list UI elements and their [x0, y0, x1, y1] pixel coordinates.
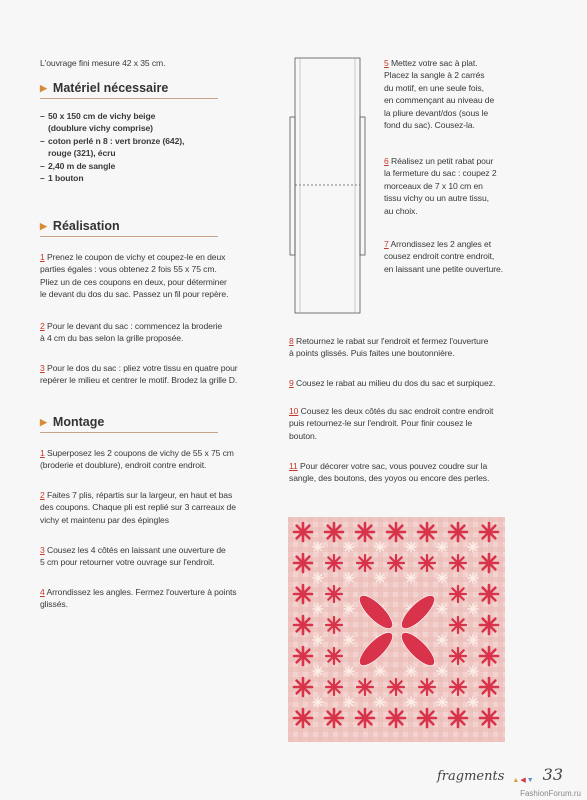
step-6: 6 Réalisez un petit rabat pour la fermeture du sac : coupez 2 morceaux de 7 x 10 cm en tissu vichy ou un autre tissu, au choix.: [384, 156, 497, 216]
star-stitch: [406, 697, 416, 707]
star-stitch: [344, 697, 354, 707]
step-7: 7 Arrondissez les 2 angles et cousez endroit contre endroit, en laissant une petite ouverture.: [384, 239, 504, 274]
materials-list: [40, 110, 260, 184]
star-stitch: [313, 666, 323, 676]
star-stitch: [344, 604, 354, 614]
strap-right: [360, 117, 365, 255]
montage-step-1: 1 Superposez les 2 coupons de vichy de 55 x 75 cm (broderie et doublure), endroit contre endroit.: [40, 448, 234, 471]
star-stitch: [313, 697, 323, 707]
star-stitch: [419, 679, 435, 695]
star-stitch: [449, 523, 467, 541]
heading-text: Matériel nécessaire: [52, 81, 169, 95]
star-stitch: [480, 678, 498, 696]
heading-text: Réalisation: [52, 219, 120, 233]
star-stitch: [313, 542, 323, 552]
star-stitch: [294, 523, 312, 541]
star-stitch: [356, 709, 374, 727]
star-stitch: [406, 573, 416, 583]
star-stitch: [344, 635, 354, 645]
star-stitch: [313, 635, 323, 645]
montage-step-4: 4 Arrondissez les angles. Fermez l'ouverture à points glissés.: [40, 587, 237, 610]
star-stitch: [450, 648, 466, 664]
star-stitch: [468, 666, 478, 676]
star-stitch: [437, 697, 447, 707]
star-stitch: [326, 648, 342, 664]
star-stitch: [406, 666, 416, 676]
star-stitch: [468, 697, 478, 707]
star-stitch: [313, 573, 323, 583]
star-stitch: [294, 616, 312, 634]
star-stitch: [468, 635, 478, 645]
realisation-step-2: 2 Pour le devant du sac : commencez la broderie à 4 cm du bas selon la grille proposée.: [40, 321, 223, 344]
star-stitch: [437, 573, 447, 583]
star-stitch: [480, 554, 498, 572]
star-stitch: [468, 604, 478, 614]
star-stitch: [357, 679, 373, 695]
step-8: 8 Retournez le rabat sur l'endroit et fermez l'ouverture à points glissés. Puis faites une boutonnière.: [289, 336, 489, 359]
realisation-step-1: 1 Prenez le coupon de vichy et coupez-le en deux parties égales : vous obtenez 2 fois 55 x 75 cm. Pliez un de ces coupons en deux, pour déterminer le devant du dos du sac. Passez un fil pour repère.: [40, 252, 229, 300]
heading-materiel: [40, 81, 168, 95]
star-stitch: [437, 635, 447, 645]
strap-left: [290, 117, 295, 255]
watermark: FashionForum.ru: [520, 789, 581, 798]
star-stitch: [325, 709, 343, 727]
star-stitch: [387, 709, 405, 727]
star-stitch: [375, 573, 385, 583]
star-stitch: [388, 679, 404, 695]
star-stitch: [437, 542, 447, 552]
star-stitch: [450, 679, 466, 695]
list-item: – coton perlé n 8 : vert bronze (642),: [40, 135, 185, 146]
embroidery-photo: [288, 517, 505, 742]
step-10: 10 Cousez les deux côtés du sac endroit contre endroit puis retournez-le sur l'endroit. Pour finir cousez le bouton.: [289, 406, 494, 441]
star-stitch: [294, 585, 312, 603]
star-stitch: [294, 647, 312, 665]
star-stitch: [468, 542, 478, 552]
heading-rule: [40, 98, 218, 99]
star-stitch: [294, 554, 312, 572]
heading-montage: [40, 415, 104, 429]
step-11: 11 Pour décorer votre sac, vous pouvez coudre sur la sangle, des boutons, des yoyos ou encore des perles.: [289, 461, 490, 484]
star-stitch: [449, 709, 467, 727]
heading-rule: [40, 432, 218, 433]
star-stitch: [313, 604, 323, 614]
star-stitch: [294, 709, 312, 727]
montage-step-3: 3 Cousez les 4 côtés en laissant une ouverture de 5 cm pour retourner votre ouvrage sur l'endroit.: [40, 545, 226, 568]
heading-rule: [40, 236, 218, 237]
bag-outline: [295, 58, 360, 313]
star-stitch: [418, 523, 436, 541]
list-item: – 50 x 150 cm de vichy beige: [40, 111, 156, 121]
star-stitch: [437, 604, 447, 614]
star-stitch: [375, 666, 385, 676]
list-item: – 2,40 m de sangle: [40, 160, 116, 171]
star-stitch: [388, 555, 404, 571]
star-stitch: [326, 586, 342, 602]
star-stitch: [450, 617, 466, 633]
star-stitch: [344, 573, 354, 583]
triangle-bullet-icon: ▶: [40, 220, 47, 231]
triangles-icon: ▲◀▼: [512, 777, 535, 784]
star-stitch: [480, 616, 498, 634]
star-stitch: [387, 523, 405, 541]
heading-realisation: [40, 219, 120, 233]
page-footer: [437, 765, 563, 784]
star-stitch: [357, 555, 373, 571]
star-stitch: [325, 523, 343, 541]
bag-diagram: [287, 55, 371, 317]
star-stitch: [480, 647, 498, 665]
star-stitch: [356, 523, 374, 541]
step-5: 5 Mettez votre sac à plat. Placez la sangle à 2 carrés du motif, en une seule fois, en commençant au niveau de la pliure devant/dos (sous le fond du sac). Cousez-la.: [384, 58, 495, 131]
star-stitch: [326, 617, 342, 633]
star-stitch: [344, 666, 354, 676]
star-stitch: [419, 555, 435, 571]
triangle-bullet-icon: ▶: [40, 416, 47, 427]
list-item: rouge (321), écru: [48, 148, 116, 159]
star-stitch: [480, 585, 498, 603]
star-stitch: [450, 555, 466, 571]
list-item: (doublure vichy comprise): [48, 123, 153, 134]
star-stitch: [344, 542, 354, 552]
star-stitch: [468, 573, 478, 583]
star-stitch: [480, 709, 498, 727]
star-stitch: [480, 523, 498, 541]
star-stitch: [437, 666, 447, 676]
star-stitch: [375, 697, 385, 707]
triangle-bullet-icon: ▶: [40, 82, 47, 93]
star-stitch: [326, 555, 342, 571]
star-stitch: [406, 542, 416, 552]
heading-text: Montage: [52, 415, 105, 429]
star-stitch: [375, 542, 385, 552]
star-stitch: [450, 586, 466, 602]
intro-text: L'ouvrage fini mesure 42 x 35 cm.: [40, 58, 166, 68]
star-stitch: [294, 678, 312, 696]
star-stitch: [418, 709, 436, 727]
realisation-step-3: 3 Pour le dos du sac : pliez votre tissu en quatre pour repérer le milieu et centrer le motif. Brodez la grille D.: [40, 363, 238, 386]
step-9: 9 Cousez le rabat au milieu du dos du sac et surpiquez.: [289, 378, 496, 388]
star-stitch: [326, 679, 342, 695]
montage-step-2: 2 Faites 7 plis, répartis sur la largeur, en haut et bas des coupons. Chaque pli est replié sur 3 carreaux de vichy et maintenu par des épingles: [40, 490, 236, 525]
list-item: – 1 bouton: [40, 173, 84, 184]
brand-name: fragments: [436, 769, 505, 784]
page-number: 33: [542, 765, 563, 784]
